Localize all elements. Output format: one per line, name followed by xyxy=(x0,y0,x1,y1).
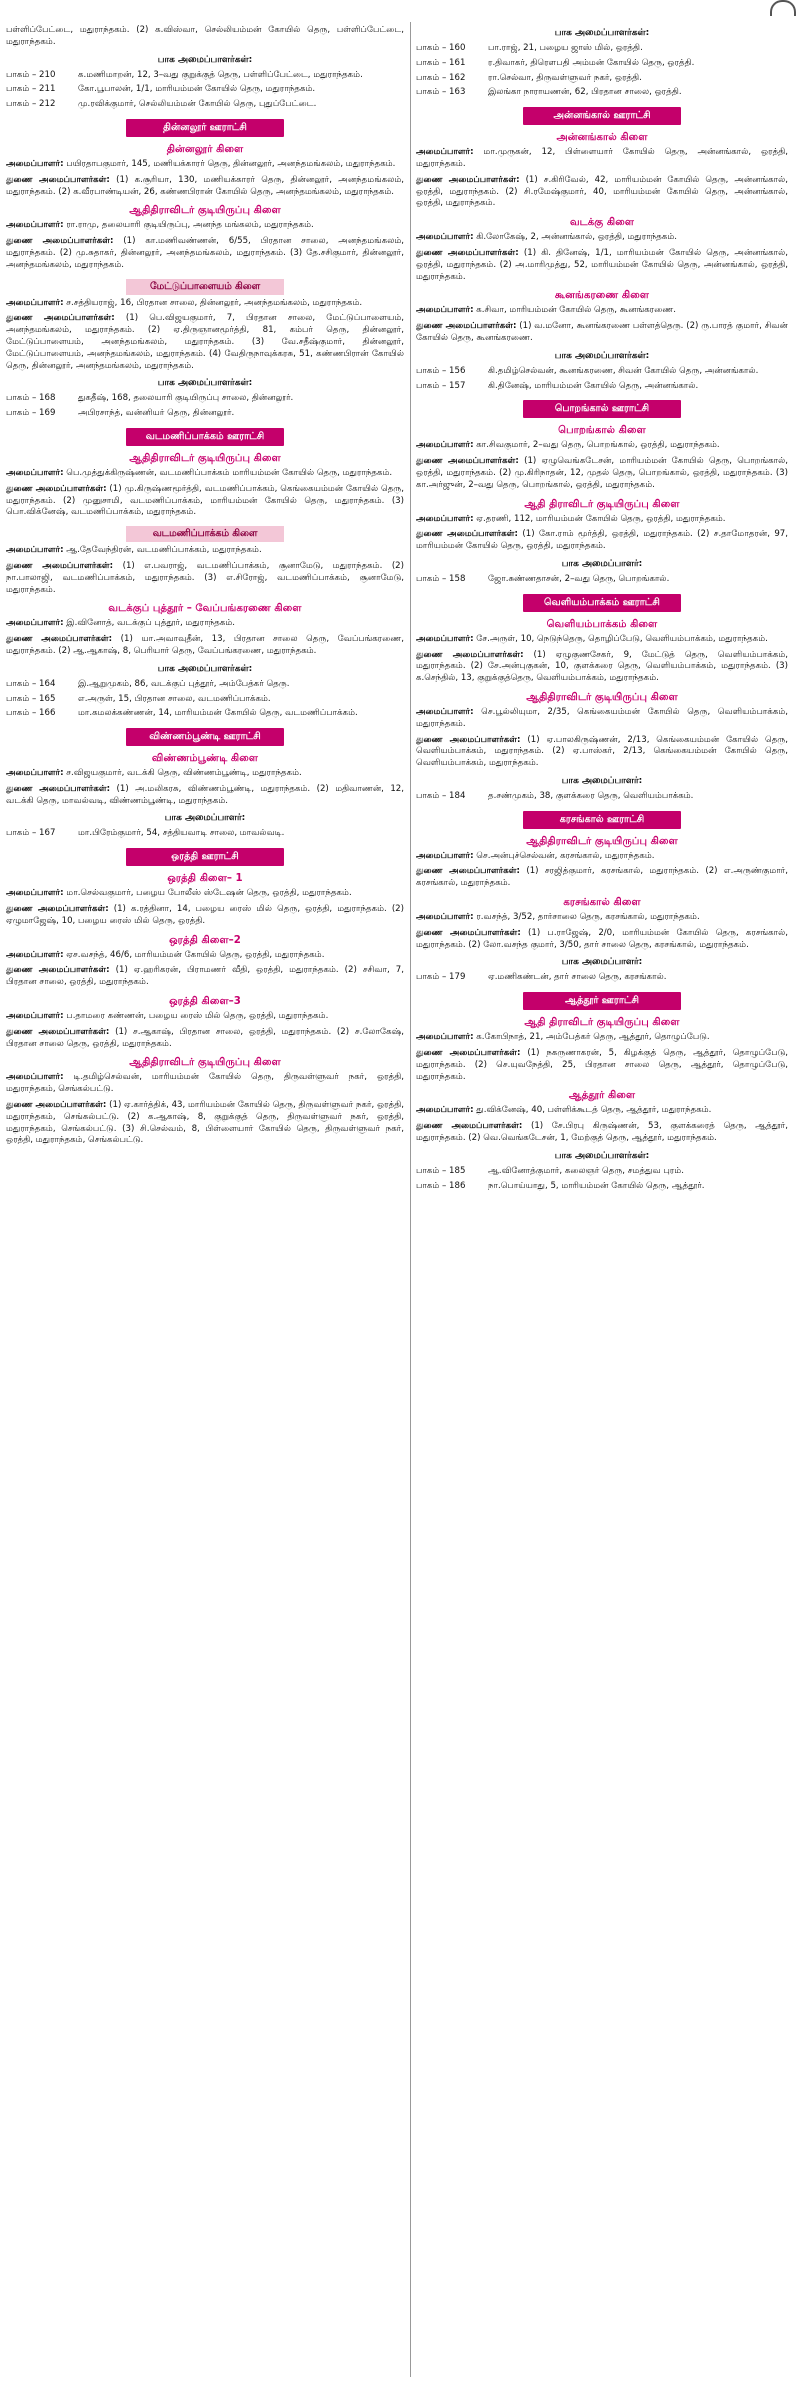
role-label: அமைப்பாளர்: xyxy=(6,949,64,960)
booth-entry xyxy=(416,574,788,586)
branch-heading: ஆதிதிராவிடர் குடியிருப்பு கிளை xyxy=(526,835,678,847)
member-details: (1) ஏ.ஹரிகரன், பிராமணர் வீதி, ஒரத்தி, மதுராந்தகம். (2) சசிவா, 7, பிரதான சாலை, ஒரத்தி, மதுராந்தகம். xyxy=(6,965,404,988)
booth-number: பாகம் – 184 xyxy=(416,790,466,801)
member-entry xyxy=(416,851,788,863)
branch-banner: வடமணிப்பாக்கம் கிளை xyxy=(126,526,284,542)
booth-details: இலங்கா நாராயணன், 62, பிரதான சாலை, ஒரத்தி. xyxy=(488,87,682,98)
member-details: பயிரதாபகுமார், 145, மணியக்காரர் தெரு, தின்னலூர், அனந்தமங்கலம், மதுராந்தகம். xyxy=(63,158,396,169)
member-details: (1) சரஜித்குமார், கரசங்கால், மதுராந்தகம். (2) எ.அருண்குமார், கரசங்கால், மதுராந்தகம். xyxy=(416,866,788,889)
member-entry xyxy=(416,175,788,210)
member-details: (1) க.ரத்தினா, 14, பழைய ரைஸ் மில் தெரு, ஒரத்தி, மதுராந்தகம். (2) ஏழுமாஜேஷ், 10, பழைய ரைஸ் மில் தெரு, ஒரத்தி. xyxy=(6,904,404,926)
right-column xyxy=(416,22,788,2377)
booth-number: பாகம் – 169 xyxy=(6,408,56,419)
branch-heading: வெளியம்பாக்கம் கிளை xyxy=(546,618,658,630)
member-details: (1) ஏ.பாலகிருஷ்ணன், 2/13, கெங்கையம்மன் கோயில் தெரு, வெளியம்பாக்கம், மதுராந்தகம். (2) ஏ.பாஸ்கர், 2/13, கெங்கையம்மன் கோயில் தெரு, வெளியம்பாக்கம், மதுராந்தகம். xyxy=(416,734,788,769)
member-entry xyxy=(416,912,788,924)
member-entry xyxy=(6,1072,404,1096)
role-label: துணை அமைப்பாளர்கள்: xyxy=(6,236,114,247)
booth-details: ர.திவாகர், திரௌபதி அம்மன் கோயில் தெரு, ஒரத்தி. xyxy=(488,57,695,68)
role-label: அமைப்பாளர்: xyxy=(416,232,474,243)
branch-heading: பொறங்கால் கிளை xyxy=(558,425,646,437)
branch-heading: ஆதிதிராவிடர் குடியிருப்பு கிளை xyxy=(129,205,281,217)
role-label: துணை அமைப்பாளர்கள்: xyxy=(6,174,110,185)
role-label: அமைப்பாளர்: xyxy=(416,633,474,644)
member-details: ர.வசந்த், 3/52, தார்சாலை தெரு, கரசங்கால், மதுராந்தகம். xyxy=(473,912,700,923)
member-entry xyxy=(6,618,404,630)
member-entry xyxy=(6,561,404,596)
member-details: (1) ப.ராஜேஷ், 2/0, மாரியம்மன் கோயில் தெரு, கரசங்கால், மதுராந்தகம். (2) லோ.வசந்த குமார், 3/50, தார் சாலை தெரு, கரசங்கால், மதுராந்தகம். xyxy=(416,927,788,950)
member-entry xyxy=(6,484,404,519)
booth-details: மா.கமலக்கண்ணன், 14, மாரியம்மன் கோயில் தெரு, வடமணிப்பாக்கம். xyxy=(78,708,358,719)
member-entry xyxy=(6,313,404,372)
role-label: அமைப்பாளர்: xyxy=(6,768,64,779)
member-details: பள்ளிப்பேட்டை, மதுராந்தகம். (2) க.விஸ்வா, செல்லியம்மன் கோயில் தெரு, பள்ளிப்பேட்டை, மதுராந்தகம். xyxy=(6,25,404,47)
member-details: (1) கோ.ராம் மூர்த்தி, ஒரத்தி, மதுராந்தகம். (2) ச.தாமோதரன், 97, மாரியம்மன் கோயில் தெரு, ஒரத்தி, மதுராந்தகம். xyxy=(416,529,788,552)
role-label: அமைப்பாளர்: xyxy=(6,1072,64,1083)
role-label: அமைப்பாளர்: xyxy=(416,850,474,861)
member-entry xyxy=(6,965,404,989)
booth-heading: பாக அமைப்பாளர்கள்: xyxy=(157,54,253,65)
member-details: (1) பெ.விஜயகுமார், 7, பிரதான சாலை, மேட்டுப்பாளையம், அனந்தமங்கலம், மதுராந்தகம். (2) ஏ.திருஞானமூர்த்தி, 81, கம்பர் தெரு, தின்னலூர், மேட்டுப்பாளையம், அனந்தமங்கலம், மதுராந்தகம். (3) வே.சதீஷ்குமார், தின்னலூர், மேட்டுப்பாளையம், அனந்தமங்கலம், மதுராந்தகம். (4) வேதிருநாவுக்கரசு, 51, கண்ணபிரான் கோயில் தெரு, தின்னலூர், அனந்தமங்கலம், மதுராந்தகம். xyxy=(6,313,404,371)
booth-entry xyxy=(6,99,404,111)
member-details: கா.சிவகுமார், 2–வது தெரு, பொறங்கால், ஒரத்தி, மதுராந்தகம். xyxy=(473,440,720,451)
member-entry xyxy=(416,529,788,553)
booth-number: பாகம் – 168 xyxy=(6,393,56,404)
member-entry xyxy=(6,159,404,171)
member-entry xyxy=(6,545,404,557)
role-label: துணை அமைப்பாளர்கள்: xyxy=(416,456,519,467)
member-entry xyxy=(6,1100,404,1147)
member-details: து.விக்னேஷ், 40, பள்ளிக்கூடத் தெரு, ஆத்தூர், மதுராந்தகம். xyxy=(473,1105,712,1116)
member-entry xyxy=(416,707,788,731)
branch-heading: ஆதி திராவிடர் குடியிருப்பு கிளை xyxy=(524,498,680,510)
role-label: அமைப்பாளர்: xyxy=(416,706,474,717)
booth-entry xyxy=(416,972,788,984)
panchayat-banner: அன்னங்கால் ஊராட்சி xyxy=(523,107,681,125)
member-entry xyxy=(6,950,404,962)
booth-entry xyxy=(6,679,404,691)
branch-heading: அன்னங்கால் கிளை xyxy=(556,132,648,144)
booth-details: மு.ரவிக்குமார், செல்லியம்மன் கோயில் தெரு, புதுப்பேட்டை. xyxy=(78,99,317,110)
branch-heading: ஒரத்தி கிளை–2 xyxy=(169,934,241,946)
member-details: டி.தமிழ்செல்வன், மாரியம்மன் கோயில் தெரு, திருவள்ளுவர் நகர், ஒரத்தி, மதுராந்தகம், செங்கல்பட்டு. xyxy=(6,1072,404,1095)
column-divider xyxy=(410,22,411,2377)
member-details: ரா.ராமு, தலையாரி குடியிருப்பு, அனந்த மங்கலம், மதுராந்தகம். xyxy=(63,220,314,231)
member-details: (1) ஏழுவெங்கடேசன், மாரியம்மன் கோயில் தெரு, பொறங்கால், ஒரத்தி, மதுராந்தகம். (2) மு.கிரிநாதன், 12, முதல் தெரு, பொறங்கால், ஒரத்தி, மதுராந்தகம். (3) கா.அர்ஜுன், 2–வது தெரு, பொறங்கால், ஒரத்தி, மதுராந்தகம். xyxy=(416,456,788,490)
role-label: அமைப்பாளர்: xyxy=(6,158,64,169)
role-label: அமைப்பாளர்: xyxy=(6,220,64,231)
member-details: செ.பூல்லியுமா, 2/35, கெங்கையம்மன் கோயில் தெரு, வெளியம்பாக்கம், மதுராந்தகம். xyxy=(416,706,788,729)
role-label: துணை அமைப்பாளர்கள்: xyxy=(416,1121,523,1132)
role-label: அமைப்பாளர்: xyxy=(6,1011,64,1022)
member-entry xyxy=(6,784,404,808)
member-entry xyxy=(416,928,788,952)
booth-number: பாகம் – 211 xyxy=(6,84,56,95)
role-label: துணை அமைப்பாளர்கள்: xyxy=(416,247,519,258)
booth-details: அபிரசாந்த், வன்னியர் தெரு, தின்னலூர். xyxy=(78,408,235,419)
member-entry xyxy=(416,650,788,685)
member-entry xyxy=(416,321,788,345)
booth-number: பாகம் – 158 xyxy=(416,573,466,584)
member-entry xyxy=(416,1048,788,1083)
booth-number: பாகம் – 163 xyxy=(416,87,466,98)
role-label: துணை அமைப்பாளர்கள்: xyxy=(6,965,110,976)
member-entry xyxy=(416,735,788,770)
member-entry xyxy=(6,25,404,49)
member-details: ஏச.வசந்த், 46/6, மாரியம்மன் கோயில் தெரு, ஒரத்தி, மதுராந்தகம். xyxy=(63,949,325,960)
member-details: (1) கி. தினேஷ், 1/1, மாரியம்மன் கோயில் தெரு, அன்னங்கால், ஒரத்தி, மதுராந்தகம். (2) அ.மாரிமுத்து, 52, மாரியம்மன் கோயில் தெரு, அன்னங்கால், ஒரத்தி, மதுராந்தகம். xyxy=(416,247,788,282)
role-label: துணை அமைப்பாளர்கள்: xyxy=(416,649,524,660)
branch-heading: விண்ணம்பூண்டி கிளை xyxy=(151,753,259,765)
member-entry xyxy=(6,468,404,480)
booth-details: துகதீஷ், 168, தலையாரி குடியிருப்பு சாலை, தின்னலூர். xyxy=(78,393,294,404)
role-label: துணை அமைப்பாளர்கள்: xyxy=(416,1048,521,1059)
booth-entry xyxy=(416,1181,788,1193)
booth-heading: பாக அமைப்பாளர்: xyxy=(164,813,246,824)
member-details: க.கோபிநாத், 21, அம்பேத்கர் தெரு, ஆத்தூர், தொழுப்பேடு. xyxy=(473,1032,710,1043)
member-details: ச.விஜயகுமார், வடக்கி தெரு, விண்ணம்பூண்டி, மதுராந்தகம். xyxy=(63,768,302,779)
branch-heading: ஆதிதிராவிடர் குடியிருப்பு கிளை xyxy=(129,1057,281,1069)
booth-details: ஏ.மணிகண்டன், தார் சாலை தெரு, கரசங்கால். xyxy=(488,972,667,983)
member-details: ப.தாமரை கண்ணன், பழைய ரைஸ் மில் தெரு, ஒரத்தி, மதுராந்தகம். xyxy=(63,1011,329,1022)
branch-heading: ஆதிதிராவிடர் குடியிருப்பு கிளை xyxy=(129,452,281,464)
booth-number: பாகம் – 164 xyxy=(6,678,56,689)
member-details: (1) கா.மணிவண்ணன், 6/55, பிரதான சாலை, அனந்தமங்கலம், மதுராந்தகம். (2) மு.சுதாகர், தின்னலூர், அனந்தமங்கலம், மதுராந்தகம். (3) தே.சசிகுமார், தின்னலூர், அனந்தமங்கலம், மதுராந்தகம். xyxy=(6,236,404,270)
role-label: அமைப்பாளர்: xyxy=(6,618,64,629)
panchayat-banner: கரசங்கால் ஊராட்சி xyxy=(523,811,681,829)
booth-details: க.மணிமாறன், 12, 3–வது குறுக்குத் தெரு, பள்ளிப்பேட்டை, மதுராந்தகம். xyxy=(78,69,363,80)
booth-entry xyxy=(6,84,404,96)
panchayat-banner: ஒரத்தி ஊராட்சி xyxy=(126,848,284,866)
member-details: மா.செல்வகுமார், பழைய போலீஸ் ஸ்டேஷன் தெரு, ஒரத்தி, மதுராந்தகம். xyxy=(63,888,352,899)
booth-heading: பாக அமைப்பாளர்கள்: xyxy=(157,663,253,674)
member-entry xyxy=(416,440,788,452)
member-details: கி.லோகேஷ், 2, அன்னங்கால், ஒரத்தி, மதுராந்தகம். xyxy=(473,232,678,243)
member-details: (1) நகருணாகரன், 5, கிழக்குத் தெரு, ஆத்தூர், தொழுப்பேடு, மதுராந்தகம். (2) செ.யுவநேத்தி, 25, பிரதான சாலை தெரு, ஆத்தூர், தொழுப்பேடு, மதுராந்தகம். xyxy=(416,1048,788,1082)
booth-number: பாகம் – 162 xyxy=(416,72,466,83)
member-entry xyxy=(416,248,788,283)
member-entry xyxy=(416,866,788,890)
role-label: அமைப்பாளர்: xyxy=(6,545,64,556)
member-details: இ.வினோத், வடக்குப் புத்தூர், மதுராந்தகம். xyxy=(63,618,235,629)
member-details: சே.அருள், 10, நெடுந்தெரு, தொழிப்பேடு, வெளியம்பாக்கம், மதுராந்தகம். xyxy=(473,633,768,644)
booth-entry xyxy=(416,58,788,70)
booth-details: ரா.செல்வா, திருவள்ளுவர் நகர், ஒரத்தி. xyxy=(488,72,642,83)
role-label: துணை அமைப்பாளர்கள்: xyxy=(416,174,520,185)
booth-details: ஜோ.சுண்ணதாசன், 2–வது தெரு, பொறங்கால். xyxy=(488,573,670,584)
branch-heading: கரசங்கால் கிளை xyxy=(563,897,641,909)
booth-number: பாகம் – 166 xyxy=(6,708,56,719)
booth-number: பாகம் – 161 xyxy=(416,57,466,68)
member-details: ஏ.தரணி, 112, மாரியம்மன் கோயில் தெரு, ஒரத்தி, மதுராந்தகம். xyxy=(473,513,726,524)
booth-number: பாகம் – 210 xyxy=(6,69,56,80)
member-details: மா.முருகன், 12, பிள்ளையார் கோயில் தெரு, அன்னங்கால், ஒரத்தி, மதுராந்தகம். xyxy=(416,147,788,169)
booth-details: எ.அருள், 15, பிரதான சாலை, வடமணிப்பாக்கம். xyxy=(78,693,271,704)
panchayat-banner: தின்னலூர் ஊராட்சி xyxy=(126,119,284,137)
member-details: (1) ச.கிரிவேல், 42, மாரியம்மன் கோயில் தெரு, அன்னங்கால், ஒரத்தி, மதுராந்தகம். (2) சி.ரமேஷ்குமார், 40, மாரியம்மன் கோயில் தெரு, அன்னங்கால், ஒரத்தி, மதுராந்தகம். xyxy=(416,174,788,209)
booth-entry xyxy=(6,694,404,706)
branch-heading: ஆத்தூர் கிளை xyxy=(568,1090,636,1102)
member-details: (1) சே.பிரபு கிருஷ்ணன், 53, குளக்கரைத் தெரு, ஆத்தூர், மதுராந்தகம். (2) வெ.வெங்கடேசன், 1, மேற்குத் தெரு, ஆத்தூர், மதுராந்தகம். xyxy=(416,1121,788,1144)
booth-details: பா.ராஜ், 21, பழைய ஜாஸ் மில், ஒரத்தி. xyxy=(488,43,643,53)
booth-details: நா.பொய்யாது, 5, மாரியம்மன் கோயில் தெரு, ஆத்தூர். xyxy=(488,1180,705,1191)
booth-number: பாகம் – 157 xyxy=(416,380,466,391)
role-label: துணை அமைப்பாளர்கள்: xyxy=(416,866,520,877)
booth-details: கி.தமிழ்செல்வன், கூனங்கரணை, சிவன் கோயில் தெரு, அன்னங்கால். xyxy=(488,365,759,376)
panchayat-banner: விண்ணம்பூண்டி ஊராட்சி xyxy=(126,728,284,746)
role-label: அமைப்பாளர்: xyxy=(416,305,474,316)
booth-entry xyxy=(416,366,788,378)
member-entry xyxy=(416,1121,788,1145)
booth-details: கோ.பூபாலன், 1/1, மாரியம்மன் கோயில் தெரு, மதுராந்தகம். xyxy=(78,84,316,95)
member-entry xyxy=(6,904,404,928)
role-label: அமைப்பாளர்: xyxy=(6,467,64,478)
booth-number: பாகம் – 167 xyxy=(6,828,56,839)
booth-number: பாகம் – 165 xyxy=(6,693,56,704)
role-label: அமைப்பாளர்: xyxy=(6,888,64,899)
member-details: (1) அ.மலிகரசு, விண்ணம்பூண்டி, மதுராந்தகம். (2) மதிவாணன், 12, வடக்கி தெரு, மாவல்வடி, விண்ணம்பூண்டி, மதுராந்தகம். xyxy=(6,783,404,806)
branch-banner: மேட்டுப்பாளையம் கிளை xyxy=(126,279,284,295)
branch-heading: கூனங்கரணை கிளை xyxy=(554,290,650,302)
role-label: துணை அமைப்பாளர்கள்: xyxy=(6,783,111,794)
panchayat-banner: வடமணிப்பாக்கம் ஊராட்சி xyxy=(126,428,284,446)
booth-entry xyxy=(6,408,404,420)
member-entry xyxy=(416,1032,788,1044)
booth-entry xyxy=(6,828,404,840)
role-label: அமைப்பாளர்: xyxy=(416,440,474,451)
member-entry xyxy=(6,298,404,310)
member-entry xyxy=(416,514,788,526)
panchayat-banner: ஆத்தூர் ஊராட்சி xyxy=(523,992,681,1010)
role-label: துணை அமைப்பாளர்கள்: xyxy=(6,1026,110,1037)
booth-entry xyxy=(416,381,788,393)
branch-heading: ஒரத்தி கிளை–3 xyxy=(169,996,241,1008)
booth-heading: பாக அமைப்பாளர்: xyxy=(561,558,643,569)
role-label: அமைப்பாளர்: xyxy=(416,513,474,524)
role-label: அமைப்பாளர்: xyxy=(6,297,64,308)
booth-number: பாகம் – 186 xyxy=(416,1180,466,1191)
member-entry xyxy=(6,888,404,900)
member-entry xyxy=(416,456,788,491)
booth-heading: பாக அமைப்பாளர்: xyxy=(561,957,643,968)
role-label: துணை அமைப்பாளர்கள்: xyxy=(6,313,115,324)
branch-heading: ஆதி திராவிடர் குடியிருப்பு கிளை xyxy=(524,1017,680,1029)
branch-heading: ஆதிதிராவிடர் குடியிருப்பு கிளை xyxy=(526,691,678,703)
member-entry xyxy=(6,220,404,232)
booth-number: பாகம் – 212 xyxy=(6,99,56,110)
member-entry xyxy=(6,1011,404,1023)
member-entry xyxy=(416,147,788,171)
booth-details: கி.தினேஷ், மாரியம்மன் கோயில் தெரு, அன்னங்கால். xyxy=(488,380,699,391)
member-details: (1) ஏ.கார்த்திக், 43, மாரியம்மன் கோயில் தெரு, திருவள்ளுவர் நகர், ஒரத்தி, மதுராந்தகம், செங்கல்பட்டு. (2) க.ஆகாஷ், 8, குறுக்குத் தெரு, திருவள்ளுவர் நகர், ஒரத்தி, மதுராந்தகம், செங்கல்பட்டு. (3) சி.செல்வம், 8, பிள்ளையார் கோயில் தெரு, திருவள்ளுவர் நகர், ஒரத்தி, மதுராந்தகம், செங்கல்பட்டு. xyxy=(6,1100,404,1146)
booth-entry xyxy=(416,791,788,803)
member-entry xyxy=(6,634,404,658)
role-label: துணை அமைப்பாளர்கள்: xyxy=(6,1100,107,1111)
member-details: க.சிவா, மாரியம்மன் கோயில் தெரு, கூனங்கரணை. xyxy=(473,305,676,316)
role-label: துணை அமைப்பாளர்கள்: xyxy=(416,321,517,332)
branch-heading: வடக்கு கிளை xyxy=(569,217,635,229)
booth-heading: பாக அமைப்பாளர்கள்: xyxy=(157,378,253,389)
member-details: ஆ.தேவேந்திரன், வடமணிப்பாக்கம், மதுராந்தகம். xyxy=(63,545,262,556)
booth-number: பாகம் – 160 xyxy=(416,43,466,53)
panchayat-banner: வெளியம்பாக்கம் ஊராட்சி xyxy=(523,594,681,612)
member-details: (1) வ.மனோ, கூனங்கரணை பள்ளத்தெரு. (2) ரு.பாரத் குமார், சிவன் கோயில் தெரு, கூனங்கரணை. xyxy=(416,321,788,343)
member-details: (1) மு.கிருஷ்ணமூர்த்தி, வடமணிப்பாக்கம், கெங்கையம்மன் கோயில் தெரு, மதுராந்தகம். (2) முனுசாமி, வடமணிப்பாக்கம், மாரியம்மன் கோயில் தெரு, மதுராந்தகம். (3) பொ.விக்னேஷ், வடமணிப்பாக்கம், மதுராந்தகம். xyxy=(6,483,404,518)
member-entry xyxy=(416,1105,788,1117)
member-details: செ.அன்புச்செல்வன், கரசங்கால், மதுராந்தகம். xyxy=(473,850,655,861)
member-details: (1) க.சூரியா, 130, மணியக்காரர் தெரு, தின்னலூர், அனந்தமங்கலம், மதுராந்தகம். (2) க.வீரபாண்டியன், 26, கண்ணபிரான் கோயில் தெரு, அனந்தமங்கலம், மதுராந்தகம். xyxy=(6,174,404,197)
adjacent-column-edge xyxy=(792,30,800,2377)
role-label: துணை அமைப்பாளர்கள்: xyxy=(6,904,109,915)
member-details: ச.சத்தியராஜ், 16, பிரதான சாலை, தின்னலூர், அனந்தமங்கலம், மதுராந்தகம். xyxy=(63,297,363,308)
booth-heading: பாக அமைப்பாளர்: xyxy=(561,775,643,786)
booth-heading: பாக அமைப்பாளர்கள்: xyxy=(554,28,650,38)
booth-number: பாகம் – 185 xyxy=(416,1165,466,1176)
role-label: துணை அமைப்பாளர்கள்: xyxy=(6,560,114,571)
role-label: துணை அமைப்பாளர்கள்: xyxy=(6,483,107,494)
member-entry xyxy=(6,1027,404,1051)
booth-details: ஆ.வினோத்குமார், கலைஞர் தெரு, சமத்துவ புரம். xyxy=(488,1165,684,1176)
member-details: (1) எ.பவராஜ், வடமணிப்பாக்கம், சூனாமேடு, மதுராந்தகம். (2) நா.பாலாஜி, வடமணிப்பாக்கம், மதுராந்தகம். (3) எ.சிரோஜ், வடமணிப்பாக்கம், சூனாமேடு, மதுராந்தகம். xyxy=(6,560,404,595)
booth-details: இ.ஆறுமுகம், 86, வடக்குப் புத்தூர், அம்பேத்கர் தெரு. xyxy=(78,678,290,689)
booth-entry xyxy=(416,43,788,55)
member-details: (1) ச.ஆகாஷ், பிரதான சாலை, ஒரத்தி, மதுராந்தகம். (2) ச.லோகேஷ், பிரதான சாலை தெரு, ஒரத்தி, மதுராந்தகம். xyxy=(6,1026,404,1049)
branch-heading: ஒரத்தி கிளை– 1 xyxy=(167,873,243,885)
role-label: அமைப்பாளர்: xyxy=(416,147,474,158)
member-entry xyxy=(6,175,404,199)
member-entry xyxy=(6,768,404,780)
booth-heading: பாக அமைப்பாளர்கள்: xyxy=(554,350,650,361)
member-entry xyxy=(416,232,788,244)
booth-details: த.சண்முகம், 38, குளக்கரை தெரு, வெளியம்பாக்கம். xyxy=(488,790,694,801)
booth-details: மா.பிரேம்குமார், 54, சத்தியவாடி சாலை, மாவல்வடி. xyxy=(78,828,285,839)
booth-entry xyxy=(6,708,404,720)
booth-number: பாகம் – 156 xyxy=(416,365,466,376)
branch-heading: தின்னலூர் கிளை xyxy=(166,143,244,155)
masthead-logo-fragment xyxy=(770,0,796,16)
booth-entry xyxy=(6,70,404,82)
booth-entry xyxy=(416,1166,788,1178)
booth-number: பாகம் – 179 xyxy=(416,972,466,983)
member-entry xyxy=(416,305,788,317)
role-label: அமைப்பாளர்: xyxy=(416,1032,474,1043)
member-details: (1) ஏழுகுணசேகர், 9, மேட்டுத் தெரு, வெளியம்பாக்கம், மதுராந்தகம். (2) சே.அன்புகுகன், 10, குளக்கரை தெரு, வெளியம்பாக்கம், மதுராந்தகம். (3) க.செந்தில், 13, குறுக்குத்தெரு, வெளியம்பாக்கம், மதுராந்தகம். xyxy=(416,649,788,684)
panchayat-banner: பொறங்கால் ஊராட்சி xyxy=(523,400,681,418)
booth-entry xyxy=(416,73,788,85)
member-details: பெ.முத்துக்கிருஷ்ணன், வடமணிப்பாக்கம் மாரியம்மன் கோயில் தெரு, மதுராந்தகம். xyxy=(63,467,393,478)
role-label: துணை அமைப்பாளர்கள்: xyxy=(6,634,113,645)
member-entry xyxy=(416,634,788,646)
booth-heading: பாக அமைப்பாளர்கள்: xyxy=(554,1150,650,1161)
member-details: (1) யா.அவாவுதீன், 13, பிரதான சாலை தெரு, வேப்பங்கரணை, மதுராந்தகம். (2) ஆ.ஆகாஷ், 8, பெரியார் தெரு, வேப்பங்கரணை, மதுராந்தகம். xyxy=(6,634,404,656)
role-label: துணை அமைப்பாளர்கள்: xyxy=(416,927,521,938)
role-label: அமைப்பாளர்: xyxy=(416,1105,474,1116)
role-label: துணை அமைப்பாளர்கள்: xyxy=(416,529,518,540)
role-label: துணை அமைப்பாளர்கள்: xyxy=(416,734,521,745)
role-label: அமைப்பாளர்: xyxy=(416,912,474,923)
branch-heading: வடக்குப் புத்தூர் – வேப்பங்கரணை கிளை xyxy=(108,603,302,615)
booth-entry xyxy=(416,87,788,99)
member-entry xyxy=(6,236,404,271)
booth-entry xyxy=(6,393,404,405)
left-column xyxy=(6,22,404,2377)
